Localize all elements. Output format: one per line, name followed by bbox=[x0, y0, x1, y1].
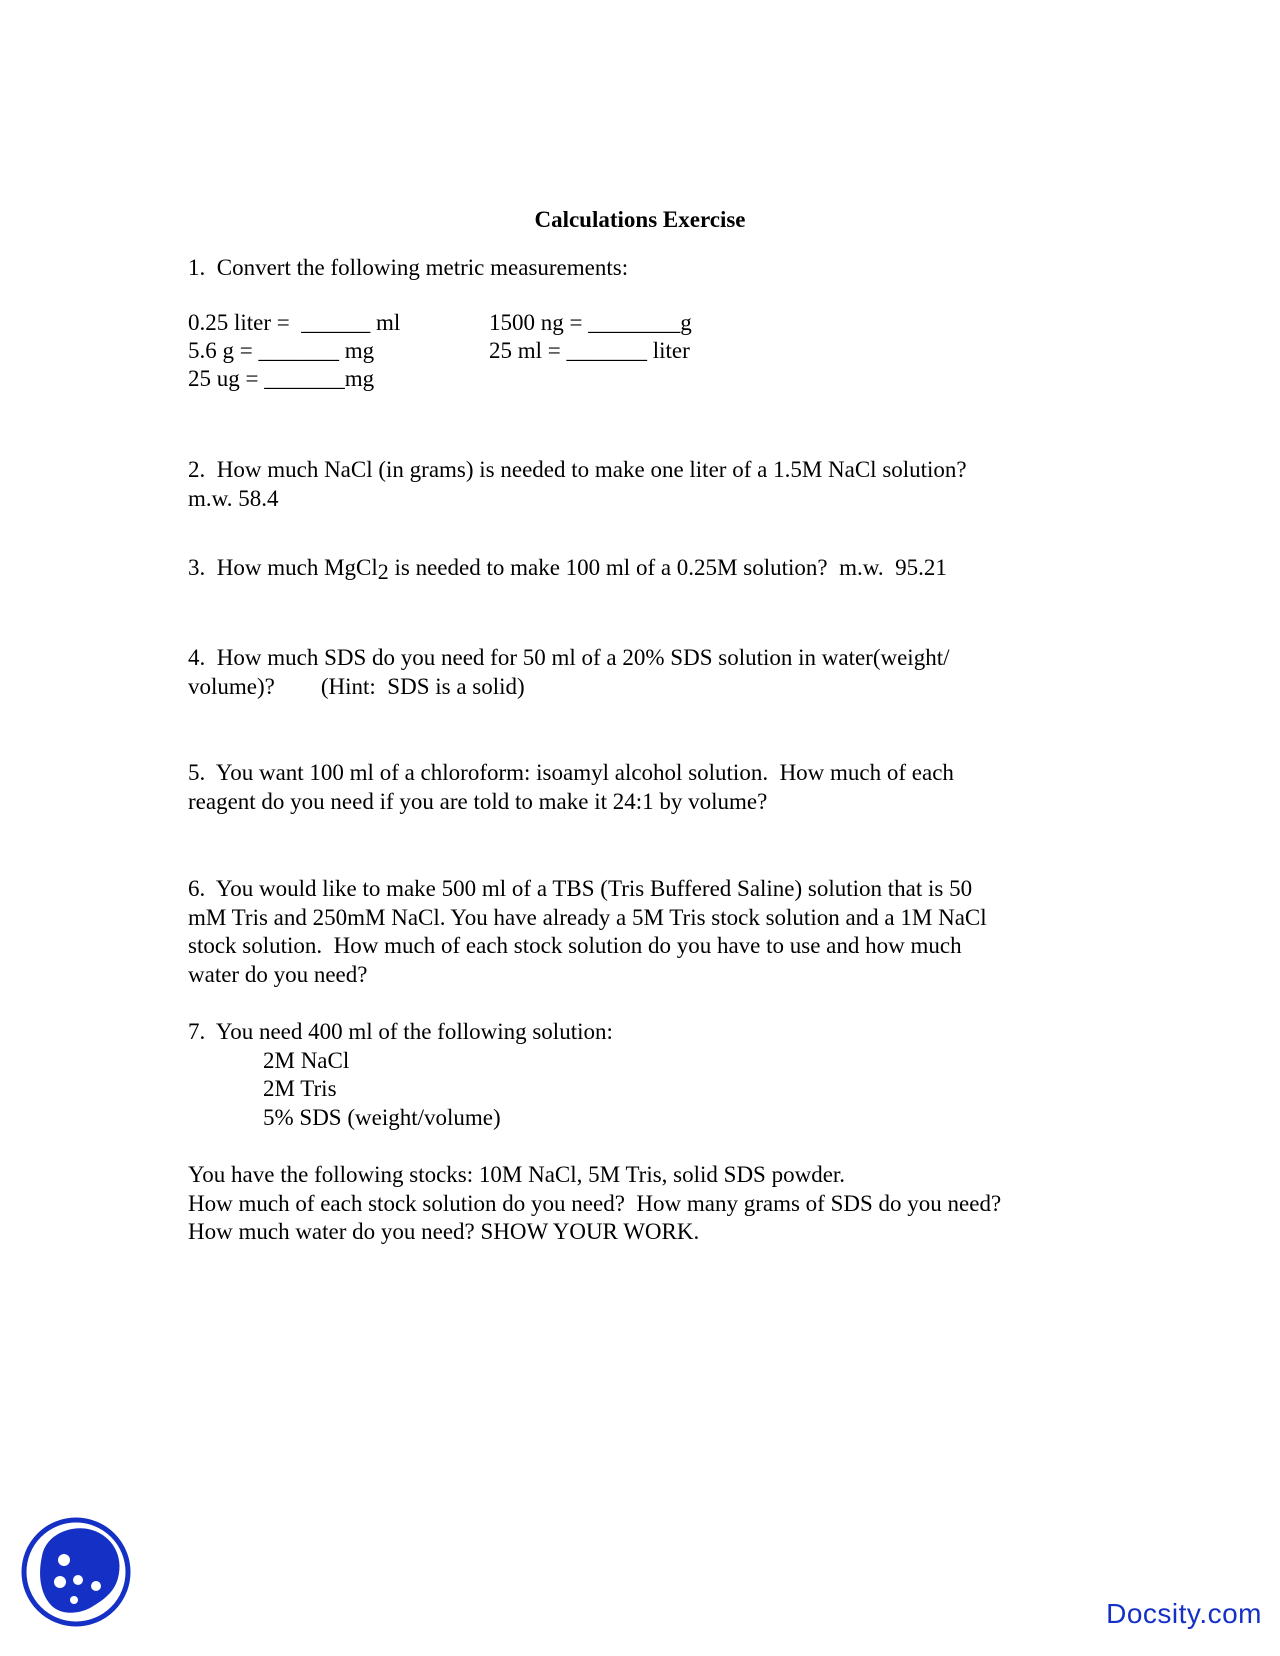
q3-subscript: 2 bbox=[377, 559, 389, 584]
q3-text-after: is needed to make 100 ml of a 0.25M solution? m.w. 95.21 bbox=[388, 555, 947, 580]
q1-right-item: 1500 ng = ________g bbox=[489, 310, 692, 335]
q5-line: reagent do you need if you are told to make it 24:1 by volume? bbox=[188, 789, 768, 814]
q1-left-item: 0.25 liter = ______ ml bbox=[188, 310, 401, 335]
docsity-brand-link[interactable]: Docsity.com bbox=[1106, 1598, 1262, 1629]
q7-stocks-line: How much water do you need? SHOW YOUR WORK. bbox=[188, 1219, 700, 1244]
q1-prompt: 1. Convert the following metric measurements: bbox=[188, 255, 629, 280]
q7-item: 2M Tris bbox=[263, 1076, 337, 1101]
q7-item: 2M NaCl bbox=[263, 1048, 350, 1073]
q1-right-item: 25 ml = _______ liter bbox=[489, 338, 690, 363]
q7-stocks-line: You have the following stocks: 10M NaCl, 5M Tris, solid SDS powder. bbox=[188, 1162, 846, 1187]
q6-line: stock solution. How much of each stock solution do you have to use and how much bbox=[188, 933, 962, 958]
q1-left-item: 25 ug = _______mg bbox=[188, 366, 375, 391]
q5-line: 5. You want 100 ml of a chloroform: isoamyl alcohol solution. How much of each bbox=[188, 760, 954, 785]
q3-text-before: 3. How much MgCl bbox=[188, 555, 378, 580]
q2-line: 2. How much NaCl (in grams) is needed to make one liter of a 1.5M NaCl solution? bbox=[188, 457, 967, 482]
q6-line: mM Tris and 250mM NaCl. You have already a 5M Tris stock solution and a 1M NaCl bbox=[188, 905, 987, 930]
q7-item: 5% SDS (weight/volume) bbox=[263, 1105, 501, 1130]
q3-line bbox=[188, 553, 947, 582]
q7-prompt: 7. You need 400 ml of the following solution: bbox=[188, 1019, 613, 1044]
q4-line: 4. How much SDS do you need for 50 ml of a 20% SDS solution in water(weight/ bbox=[188, 645, 950, 670]
document-title: Calculations Exercise bbox=[534, 207, 746, 232]
q2-line: m.w. 58.4 bbox=[188, 486, 279, 511]
docsity-logo-icon bbox=[20, 1516, 132, 1628]
q6-line: 6. You would like to make 500 ml of a TBS (Tris Buffered Saline) solution that is 50 bbox=[188, 876, 973, 901]
q6-line: water do you need? bbox=[188, 962, 368, 987]
q4-line: volume)? (Hint: SDS is a solid) bbox=[188, 674, 525, 699]
q1-left-item: 5.6 g = _______ mg bbox=[188, 338, 375, 363]
q7-stocks-line: How much of each stock solution do you need? How many grams of SDS do you need? bbox=[188, 1191, 1002, 1216]
